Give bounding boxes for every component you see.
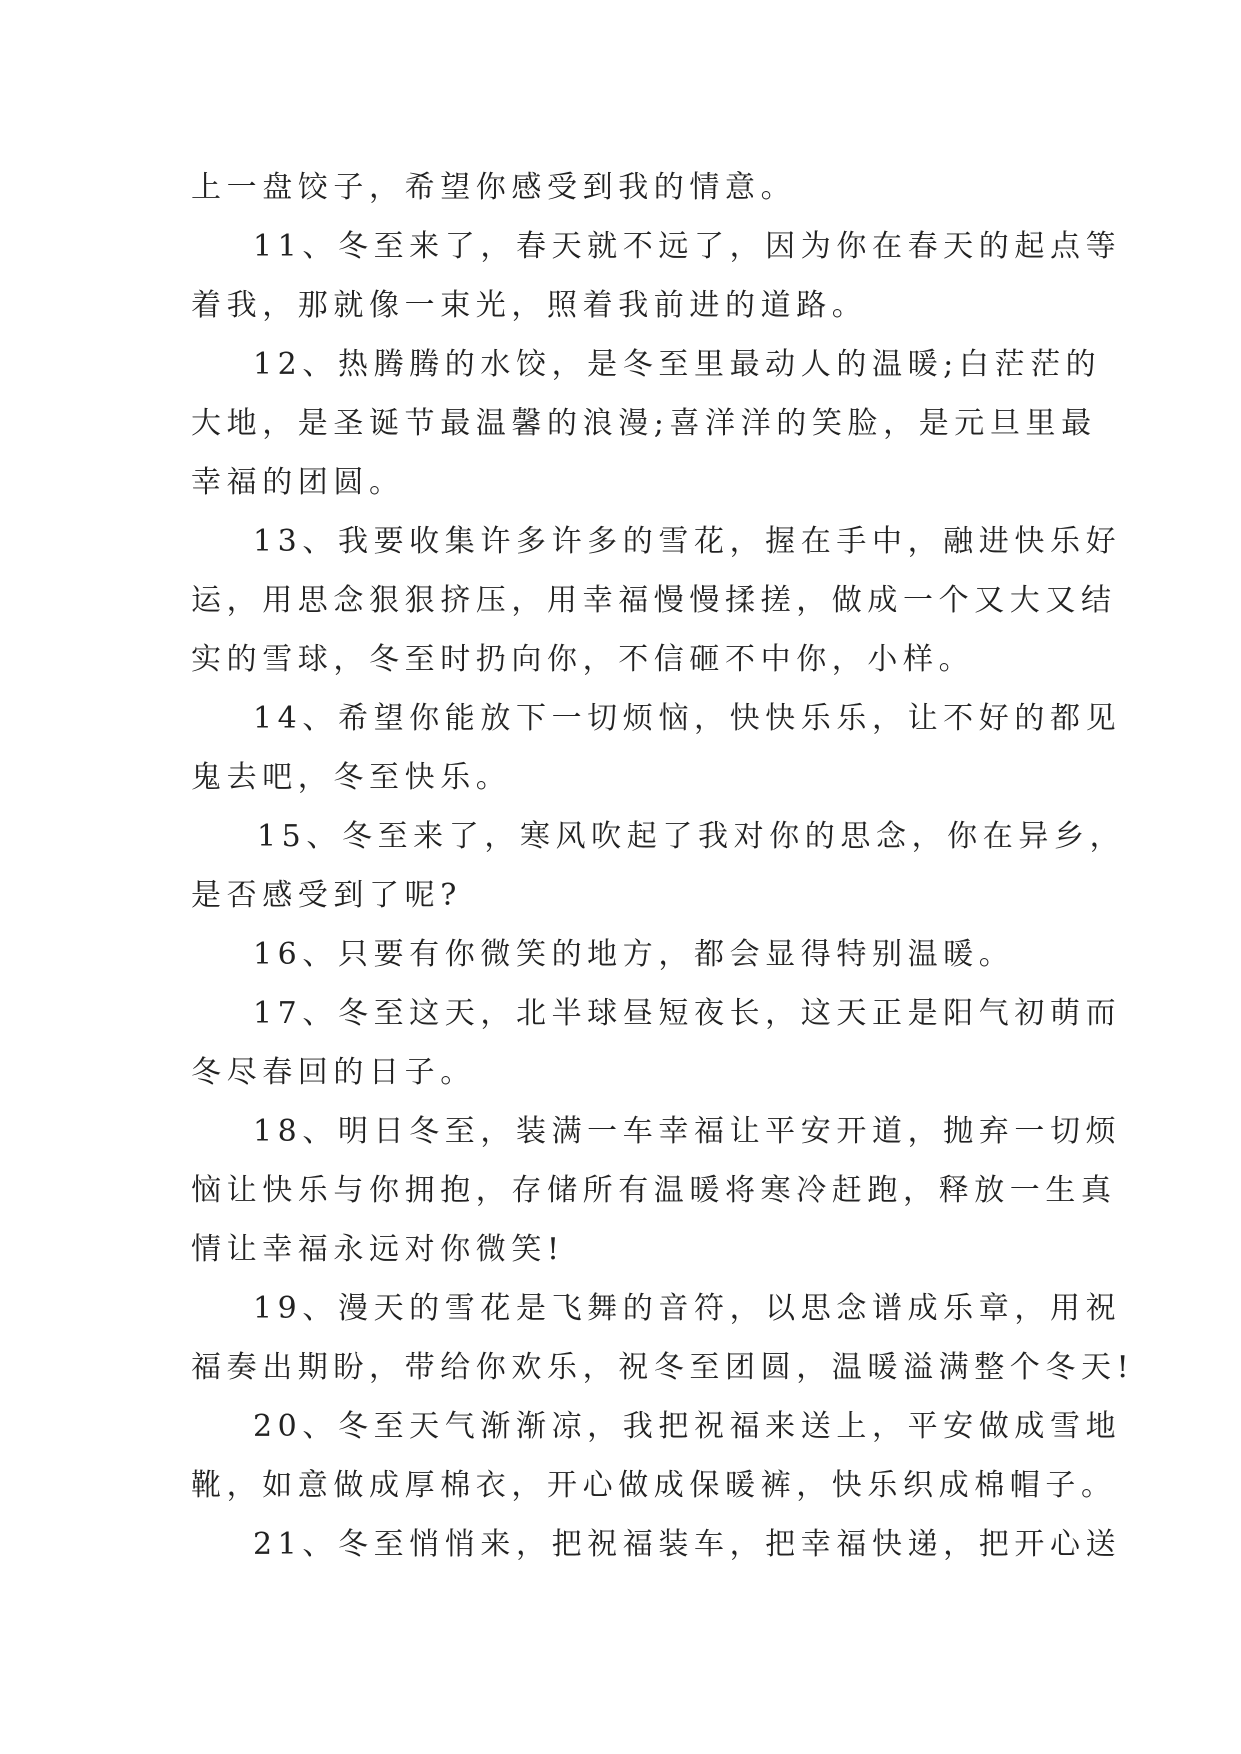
text-line: 福奏出期盼，带给你欢乐，祝冬至团圆，温暖溢满整个冬天! (191, 1350, 1135, 1385)
text-line: 是否感受到了呢? (191, 878, 462, 913)
text-line: 13、我要收集许多许多的雪花，握在手中，融进快乐好 (253, 524, 1122, 559)
text-line: 运，用思念狠狠挤压，用幸福慢慢揉搓，做成一个又大又结 (191, 583, 1117, 618)
text-line: 19、漫天的雪花是飞舞的音符，以思念谱成乐章，用祝 (253, 1291, 1122, 1326)
text-line: 恼让快乐与你拥抱，存储所有温暖将寒冷赶跑，释放一生真 (191, 1173, 1117, 1208)
text-line: 着我，那就像一束光，照着我前进的道路。 (191, 288, 868, 323)
text-line: 情让幸福永远对你微笑! (191, 1232, 565, 1267)
text-line: 冬尽春回的日子。 (191, 1055, 476, 1090)
text-line: 14、希望你能放下一切烦恼，快快乐乐，让不好的都见 (253, 701, 1122, 736)
text-line: 18、明日冬至，装满一车幸福让平安开道，抛弃一切烦 (253, 1114, 1122, 1149)
text-line: 17、冬至这天，北半球昼短夜长，这天正是阳气初萌而 (253, 996, 1122, 1031)
text-line: 大地，是圣诞节最温馨的浪漫;喜洋洋的笑脸，是元旦里最 (191, 406, 1097, 441)
text-line: 实的雪球，冬至时扔向你，不信砸不中你，小样。 (191, 642, 975, 677)
text-line: 16、只要有你微笑的地方，都会显得特别温暖。 (253, 937, 1015, 972)
text-line: 15、冬至来了，寒风吹起了我对你的思念，你在异乡， (257, 819, 1126, 854)
document-body (191, 158, 1135, 1574)
text-line: 上一盘饺子，希望你感受到我的情意。 (191, 170, 797, 205)
text-line: 靴，如意做成厚棉衣，开心做成保暖裤，快乐织成棉帽子。 (191, 1468, 1117, 1503)
text-line: 鬼去吧，冬至快乐。 (191, 760, 512, 795)
text-line: 11、冬至来了，春天就不远了，因为你在春天的起点等 (253, 229, 1122, 264)
text-line: 21、冬至悄悄来，把祝福装车，把幸福快递，把开心送 (253, 1527, 1122, 1562)
text-line: 12、热腾腾的水饺，是冬至里最动人的温暖;白茫茫的 (253, 347, 1102, 382)
text-line: 20、冬至天气渐渐凉，我把祝福来送上，平安做成雪地 (253, 1409, 1122, 1444)
text-line: 幸福的团圆。 (191, 465, 405, 500)
